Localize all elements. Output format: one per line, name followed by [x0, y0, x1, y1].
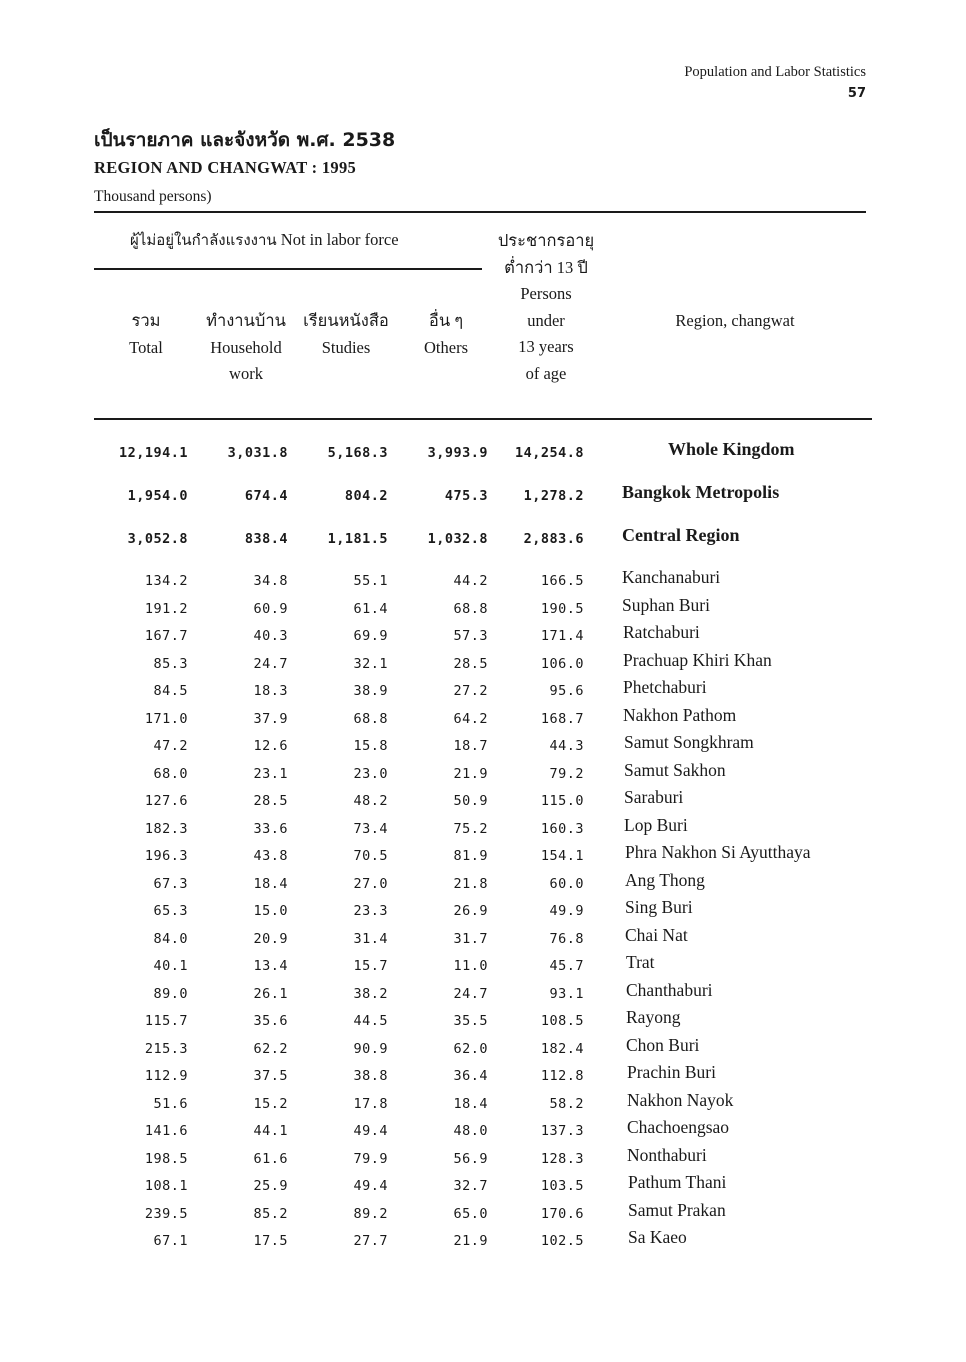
- header-household-english: Household: [210, 337, 282, 357]
- cell-household: 13.4: [253, 958, 288, 974]
- cell-region-name: Suphan Buri: [622, 594, 710, 615]
- cell-household: 37.9: [253, 710, 288, 727]
- cell-total: 89.0: [153, 985, 188, 1002]
- table-row: [94, 842, 884, 870]
- cell-under-13: 170.6: [540, 1205, 584, 1222]
- cell-others: 35.5: [453, 1013, 488, 1029]
- table-row: [94, 482, 884, 525]
- cell-studies: 49.4: [353, 1123, 388, 1139]
- cell-household: 15.0: [253, 903, 288, 919]
- cell-total: 1,954.0: [127, 488, 188, 504]
- table-row: [94, 1090, 884, 1118]
- running-head: [684, 62, 866, 104]
- header-household-english-2: work: [229, 364, 263, 383]
- cell-under-13: 106.0: [540, 655, 584, 672]
- cell-total: 84.0: [153, 930, 188, 947]
- cell-region-name: Chai Nat: [625, 924, 688, 945]
- table-row: [94, 925, 884, 953]
- cell-household: 28.5: [253, 793, 288, 809]
- cell-total: 3,052.8: [127, 530, 188, 547]
- cell-total: 239.5: [144, 1205, 188, 1222]
- running-head-title: Population and Labor Statistics: [684, 64, 866, 80]
- cell-others: 36.4: [453, 1068, 488, 1084]
- table-row: [94, 439, 884, 482]
- cell-household: 23.1: [253, 765, 288, 782]
- cell-region-name: Lop Buri: [624, 814, 688, 835]
- cell-under-13: 45.7: [549, 958, 584, 974]
- cell-studies: 804.2: [344, 488, 388, 504]
- cell-under-13: 103.5: [540, 1178, 584, 1194]
- cell-total: 67.1: [153, 1233, 188, 1249]
- unit-note: Thousand persons): [94, 188, 212, 205]
- cell-others: 27.2: [453, 683, 488, 699]
- cell-others: 32.7: [453, 1178, 488, 1194]
- cell-studies: 61.4: [353, 600, 388, 617]
- cell-others: 18.4: [453, 1095, 488, 1112]
- header-under-13-thai-2: ต่ำกว่า 13 ปี: [504, 257, 588, 277]
- cell-others: 62.0: [453, 1040, 488, 1057]
- cell-studies: 44.5: [353, 1013, 388, 1029]
- cell-others: 26.9: [453, 903, 488, 919]
- cell-household: 3,031.8: [227, 445, 288, 461]
- cell-studies: 89.2: [353, 1205, 388, 1222]
- cell-under-13: 137.3: [540, 1123, 584, 1139]
- cell-under-13: 190.5: [540, 600, 584, 617]
- page-number: 57: [847, 86, 866, 101]
- cell-others: 56.9: [453, 1150, 488, 1167]
- column-group-label-thai: ผู้ไม่อยู่ในกำลังแรงงาน: [130, 231, 277, 249]
- cell-household: 62.2: [253, 1040, 288, 1057]
- cell-studies: 55.1: [353, 573, 388, 589]
- cell-region-name: Ratchaburi: [623, 622, 700, 642]
- table-row: [94, 897, 884, 925]
- cell-household: 18.4: [253, 875, 288, 892]
- cell-under-13: 171.4: [540, 628, 584, 644]
- cell-under-13: 44.3: [549, 738, 584, 754]
- header-studies-thai: เรียนหนังสือ: [303, 311, 389, 330]
- cell-region-name: Nonthaburi: [627, 1144, 707, 1165]
- cell-household: 40.3: [253, 628, 288, 644]
- table-row: [94, 595, 884, 623]
- cell-household: 25.9: [253, 1178, 288, 1194]
- header-studies-english: Studies: [321, 337, 371, 357]
- cell-studies: 49.4: [353, 1178, 388, 1194]
- cell-under-13: 168.7: [540, 710, 584, 727]
- cell-total: 108.1: [144, 1178, 188, 1194]
- table-title-english: REGION AND CHANGWAT : 1995: [94, 158, 357, 177]
- cell-region-name: Prachuap Khiri Khan: [623, 649, 772, 670]
- cell-others: 3,993.9: [427, 445, 488, 461]
- cell-total: 196.3: [144, 848, 188, 864]
- cell-others: 21.9: [453, 1233, 488, 1249]
- cell-others: 68.8: [453, 600, 488, 617]
- cell-studies: 79.9: [353, 1150, 388, 1167]
- table-row: [94, 567, 884, 595]
- cell-studies: 23.0: [353, 765, 388, 782]
- cell-region-name: Samut Prakan: [628, 1199, 726, 1220]
- cell-household: 20.9: [253, 930, 288, 947]
- cell-total: 134.2: [144, 573, 188, 589]
- cell-studies: 90.9: [353, 1040, 388, 1057]
- cell-region-name: Chon Buri: [626, 1034, 700, 1055]
- header-under-13-english-4: of age: [525, 363, 567, 383]
- cell-total: 51.6: [153, 1095, 188, 1112]
- cell-under-13: 79.2: [549, 765, 584, 782]
- cell-others: 50.9: [453, 793, 488, 809]
- cell-total: 85.3: [153, 655, 188, 672]
- top-rule: [94, 211, 866, 213]
- column-group-label-english: Not in labor force: [280, 230, 399, 249]
- cell-under-13: 95.6: [549, 683, 584, 699]
- cell-others: 21.8: [453, 875, 488, 892]
- table-row: [94, 787, 884, 815]
- cell-studies: 1,181.5: [327, 530, 388, 547]
- cell-studies: 15.8: [353, 738, 388, 754]
- cell-total: 127.6: [144, 793, 188, 809]
- cell-studies: 73.4: [353, 820, 388, 837]
- cell-household: 35.6: [253, 1013, 288, 1029]
- cell-studies: 32.1: [353, 655, 388, 672]
- table-row: [94, 1172, 884, 1200]
- cell-under-13: 76.8: [549, 930, 584, 947]
- cell-studies: 27.7: [353, 1233, 388, 1249]
- cell-household: 61.6: [253, 1150, 288, 1167]
- header-region: [620, 308, 850, 335]
- header-total-english: Total: [129, 337, 163, 357]
- cell-others: 75.2: [453, 820, 488, 837]
- cell-under-13: 128.3: [540, 1150, 584, 1167]
- cell-region-name: Rayong: [626, 1007, 681, 1027]
- table-row: [94, 1007, 884, 1035]
- cell-region-name: Sa Kaeo: [628, 1227, 687, 1247]
- cell-total: 67.3: [153, 875, 188, 892]
- cell-region-name: Nakhon Nayok: [627, 1089, 734, 1110]
- cell-under-13: 1,278.2: [523, 488, 584, 504]
- cell-region-name: Chanthaburi: [626, 979, 713, 1000]
- cell-household: 85.2: [253, 1205, 288, 1222]
- table-row: [94, 1200, 884, 1228]
- cell-studies: 48.2: [353, 793, 388, 809]
- header-total-thai: รวม: [131, 311, 161, 330]
- header-rule: [94, 418, 872, 420]
- table-row: [94, 980, 884, 1008]
- cell-total: 215.3: [144, 1040, 188, 1057]
- cell-studies: 69.9: [353, 628, 388, 644]
- cell-others: 48.0: [453, 1123, 488, 1139]
- table-row: [94, 1227, 884, 1255]
- cell-others: 81.9: [453, 848, 488, 864]
- cell-under-13: 14,254.8: [514, 445, 584, 461]
- cell-under-13: 108.5: [540, 1013, 584, 1029]
- table-title-thai: เป็นรายภาค และจังหวัด พ.ศ. 2538: [94, 129, 396, 151]
- cell-others: 21.9: [453, 765, 488, 782]
- cell-total: 12,194.1: [118, 445, 188, 461]
- cell-others: 24.7: [453, 985, 488, 1002]
- cell-region-name: Nakhon Pathom: [623, 704, 737, 725]
- table-row: [94, 815, 884, 843]
- cell-total: 167.7: [144, 628, 188, 644]
- cell-under-13: 49.9: [549, 903, 584, 919]
- cell-studies: 38.2: [353, 985, 388, 1002]
- cell-household: 17.5: [253, 1233, 288, 1249]
- cell-others: 44.2: [453, 573, 488, 589]
- cell-region-name: Central Region: [622, 524, 740, 545]
- cell-studies: 70.5: [353, 848, 388, 864]
- cell-household: 24.7: [253, 655, 288, 672]
- cell-others: 57.3: [453, 628, 488, 644]
- cell-others: 64.2: [453, 710, 488, 727]
- cell-under-13: 2,883.6: [523, 530, 584, 547]
- cell-region-name: Saraburi: [624, 787, 684, 807]
- cell-under-13: 115.0: [540, 793, 584, 809]
- cell-household: 26.1: [253, 985, 288, 1002]
- cell-total: 112.9: [144, 1068, 188, 1084]
- table-row: [94, 677, 884, 705]
- table-row: [94, 870, 884, 898]
- cell-region-name: Bangkok Metropolis: [622, 482, 780, 502]
- table-row: [94, 760, 884, 788]
- cell-region-name: Samut Songkhram: [624, 732, 754, 752]
- header-studies: [298, 308, 394, 361]
- header-others-english: Others: [424, 337, 468, 357]
- cell-studies: 68.8: [353, 710, 388, 727]
- cell-under-13: 58.2: [549, 1095, 584, 1112]
- cell-studies: 27.0: [353, 875, 388, 892]
- cell-others: 11.0: [453, 958, 488, 974]
- cell-total: 47.2: [153, 738, 188, 754]
- cell-under-13: 182.4: [540, 1040, 584, 1057]
- cell-studies: 17.8: [353, 1095, 388, 1112]
- cell-household: 60.9: [253, 600, 288, 617]
- cell-total: 141.6: [144, 1123, 188, 1139]
- cell-under-13: 60.0: [549, 875, 584, 892]
- cell-region-name: Prachin Buri: [627, 1062, 716, 1082]
- table-row: [94, 622, 884, 650]
- cell-household: 34.8: [253, 573, 288, 589]
- cell-region-name: Phetchaburi: [623, 677, 707, 697]
- cell-studies: 38.8: [353, 1068, 388, 1084]
- cell-household: 18.3: [253, 683, 288, 699]
- cell-total: 191.2: [144, 600, 188, 617]
- header-under-13-english: Persons: [520, 284, 572, 303]
- table-row: [94, 952, 884, 980]
- cell-studies: 5,168.3: [327, 445, 388, 461]
- cell-total: 84.5: [153, 683, 188, 699]
- cell-household: 37.5: [253, 1068, 288, 1084]
- column-group-rule: [94, 268, 482, 270]
- table-row: [94, 650, 884, 678]
- cell-others: 28.5: [453, 655, 488, 672]
- data-table: [94, 439, 884, 1255]
- cell-studies: 38.9: [353, 683, 388, 699]
- cell-others: 1,032.8: [427, 530, 488, 547]
- cell-region-name: Phra Nakhon Si Ayutthaya: [625, 842, 811, 862]
- cell-household: 12.6: [253, 738, 288, 754]
- cell-household: 674.4: [244, 488, 288, 504]
- table-row: [94, 1145, 884, 1173]
- header-under-13: [488, 228, 604, 387]
- cell-region-name: Whole Kingdom: [668, 439, 795, 459]
- cell-others: 475.3: [444, 488, 488, 504]
- cell-studies: 15.7: [353, 958, 388, 974]
- header-total: [110, 308, 182, 361]
- header-household-thai: ทำงานบ้าน: [206, 311, 286, 330]
- cell-region-name: Sing Buri: [625, 897, 693, 917]
- table-row: [94, 1035, 884, 1063]
- cell-total: 68.0: [153, 765, 188, 782]
- column-group-label: [130, 228, 399, 252]
- cell-region-name: Chachoengsao: [627, 1117, 730, 1137]
- cell-studies: 23.3: [353, 903, 388, 919]
- cell-region-name: Trat: [626, 952, 655, 972]
- cell-region-name: Ang Thong: [625, 869, 705, 890]
- header-under-13-english-2: under: [527, 310, 565, 330]
- cell-under-13: 166.5: [540, 573, 584, 589]
- cell-total: 171.0: [144, 710, 188, 727]
- cell-household: 33.6: [253, 820, 288, 837]
- cell-others: 65.0: [453, 1205, 488, 1222]
- table-row: [94, 732, 884, 760]
- cell-total: 65.3: [153, 903, 188, 919]
- cell-total: 198.5: [144, 1150, 188, 1167]
- cell-others: 31.7: [453, 930, 488, 947]
- table-row: [94, 1062, 884, 1090]
- table-row: [94, 525, 884, 568]
- cell-under-13: 154.1: [540, 848, 584, 864]
- cell-under-13: 93.1: [549, 985, 584, 1002]
- header-others: [406, 308, 486, 361]
- header-household: [196, 308, 296, 388]
- cell-studies: 31.4: [353, 930, 388, 947]
- header-under-13-english-3: 13 years: [518, 337, 574, 356]
- cell-total: 40.1: [153, 958, 188, 974]
- cell-household: 43.8: [253, 848, 288, 864]
- cell-region-name: Pathum Thani: [628, 1172, 727, 1192]
- cell-household: 15.2: [253, 1095, 288, 1112]
- cell-others: 18.7: [453, 738, 488, 754]
- cell-total: 115.7: [144, 1013, 188, 1029]
- cell-under-13: 102.5: [540, 1233, 584, 1249]
- cell-total: 182.3: [144, 820, 188, 837]
- header-under-13-thai: ประชากรอายุ: [497, 231, 595, 250]
- table-row: [94, 1117, 884, 1145]
- header-region-english: Region, changwat: [675, 311, 795, 330]
- cell-region-name: Kanchanaburi: [622, 567, 721, 587]
- cell-under-13: 112.8: [540, 1068, 584, 1084]
- table-row: [94, 705, 884, 733]
- header-others-thai: อื่น ๆ: [428, 311, 464, 330]
- cell-household: 838.4: [244, 530, 288, 547]
- cell-under-13: 160.3: [540, 820, 584, 837]
- cell-region-name: Samut Sakhon: [624, 759, 726, 780]
- cell-household: 44.1: [253, 1123, 288, 1139]
